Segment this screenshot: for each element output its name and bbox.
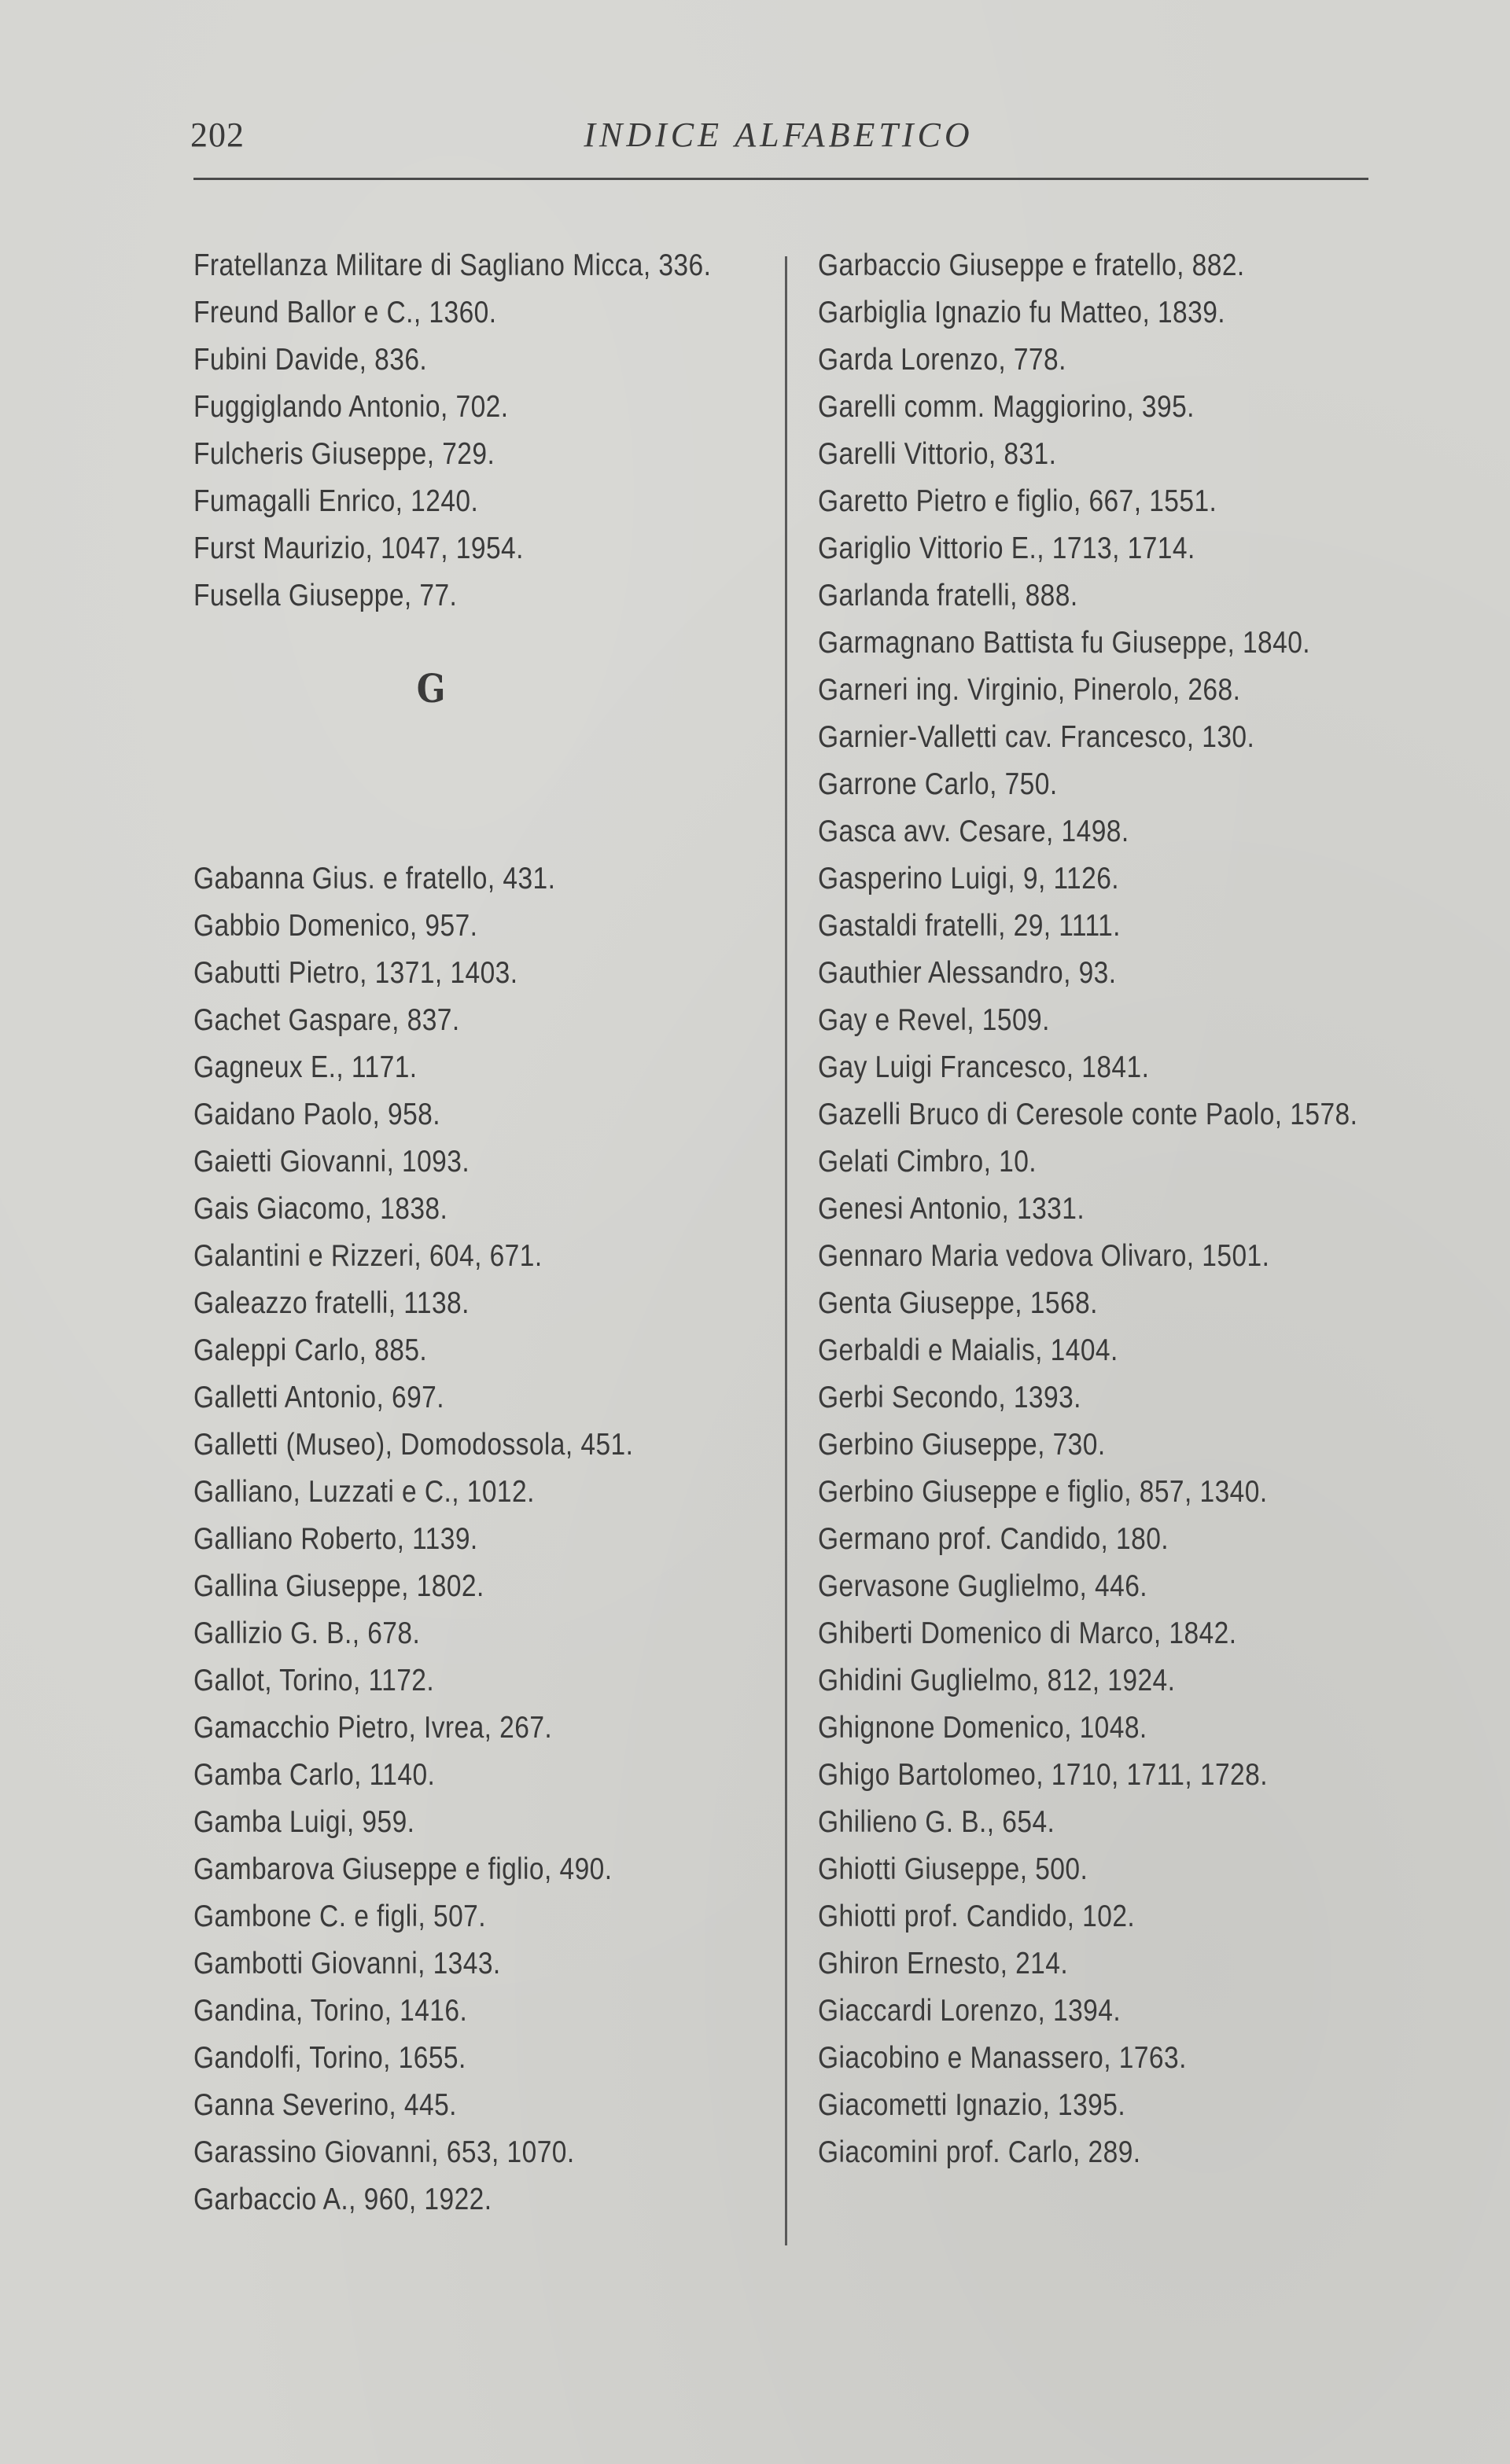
index-entry: Gasperino Luigi, 9, 1126.	[818, 862, 1120, 895]
index-entry: Ghidini Guglielmo, 812, 1924.	[818, 1664, 1176, 1697]
index-entry: Galliano Roberto, 1139.	[193, 1522, 478, 1556]
index-entry: Gallizio G. B., 678.	[193, 1616, 421, 1650]
index-entry: Gelati Cimbro, 10.	[818, 1145, 1037, 1179]
index-entry: Gay e Revel, 1509.	[818, 1003, 1050, 1037]
index-entry: Gariglio Vittorio E., 1713, 1714.	[818, 531, 1195, 565]
index-entry: Gambarova Giuseppe e figlio, 490.	[193, 1852, 613, 1886]
index-entry: Fusella Giuseppe, 77.	[193, 579, 458, 612]
index-entry: Giaccardi Lorenzo, 1394.	[818, 1994, 1121, 2028]
index-entry: Galeazzo fratelli, 1138.	[193, 1286, 470, 1320]
index-entry: Fubini Davide, 836.	[193, 343, 428, 377]
index-entry: Ghignone Domenico, 1048.	[818, 1711, 1147, 1745]
index-entry: Gamba Luigi, 959.	[193, 1805, 415, 1839]
index-entry: Gazelli Bruco di Ceresole conte Paolo, 1578.	[818, 1098, 1358, 1131]
index-entry: Ghiotti Giuseppe, 500.	[818, 1852, 1088, 1886]
index-entry: Ganna Severino, 445.	[193, 2088, 457, 2122]
index-entry: Garmagnano Battista fu Giuseppe, 1840.	[818, 626, 1311, 660]
section-heading	[193, 620, 757, 855]
index-column-left	[193, 242, 757, 2223]
entry-list-g	[193, 855, 757, 2223]
index-entry: Garetto Pietro e figlio, 667, 1551.	[818, 484, 1217, 518]
index-entry: Garnier-Valletti cav. Francesco, 130.	[818, 720, 1255, 754]
index-entry: Gerbino Giuseppe e figlio, 857, 1340.	[818, 1475, 1268, 1509]
index-entry: Fulcheris Giuseppe, 729.	[193, 437, 495, 471]
index-entry: Genta Giuseppe, 1568.	[818, 1286, 1098, 1320]
index-entry: Garda Lorenzo, 778.	[818, 343, 1066, 377]
index-entry: Genesi Antonio, 1331.	[818, 1192, 1085, 1226]
index-entry: Giacometti Ignazio, 1395.	[818, 2088, 1126, 2122]
index-entry: Ghiotti prof. Candido, 102.	[818, 1899, 1136, 1933]
index-entry: Gamacchio Pietro, Ivrea, 267.	[193, 1711, 553, 1745]
index-entry: Gervasone Guglielmo, 446.	[818, 1569, 1148, 1603]
index-entry: Gerbino Giuseppe, 730.	[818, 1428, 1106, 1462]
index-entry: Garrone Carlo, 750.	[818, 767, 1058, 801]
index-entry: Ghilieno G. B., 654.	[818, 1805, 1055, 1839]
index-entry: Galantini e Rizzeri, 604, 671.	[193, 1239, 543, 1273]
index-entry: Gambone C. e figli, 507.	[193, 1899, 487, 1933]
index-entry: Gais Giacomo, 1838.	[193, 1192, 448, 1226]
index-entry: Ghigo Bartolomeo, 1710, 1711, 1728.	[818, 1758, 1268, 1792]
index-entry: Gabbio Domenico, 957.	[193, 909, 478, 943]
header-rule	[193, 178, 1368, 180]
index-entry: Germano prof. Candido, 180.	[818, 1522, 1169, 1556]
index-entry: Gamba Carlo, 1140.	[193, 1758, 436, 1792]
index-entry: Gagneux E., 1171.	[193, 1050, 418, 1084]
index-entry: Gallot, Torino, 1172.	[193, 1664, 435, 1697]
index-entry: Gerbi Secondo, 1393.	[818, 1381, 1081, 1414]
index-entry: Ghiron Ernesto, 214.	[818, 1947, 1069, 1980]
page-number: 202	[190, 116, 245, 154]
index-entry: Galletti Antonio, 697.	[193, 1381, 444, 1414]
column-divider	[785, 256, 787, 2245]
index-entry: Garlanda fratelli, 888.	[818, 579, 1078, 612]
index-entry: Gambotti Giovanni, 1343.	[193, 1947, 501, 1980]
index-entry: Galeppi Carlo, 885.	[193, 1333, 428, 1367]
index-entry: Garelli Vittorio, 831.	[818, 437, 1057, 471]
index-entry: Gabanna Gius. e fratello, 431.	[193, 862, 556, 895]
index-entry: Garbiglia Ignazio fu Matteo, 1839.	[818, 296, 1226, 329]
index-entry: Garelli comm. Maggiorino, 395.	[818, 390, 1195, 424]
entry-list-f	[193, 242, 757, 620]
index-entry: Galliano, Luzzati e C., 1012.	[193, 1475, 535, 1509]
index-entry: Fumagalli Enrico, 1240.	[193, 484, 479, 518]
index-entry: Gauthier Alessandro, 93.	[818, 956, 1117, 990]
index-entry: Ghiberti Domenico di Marco, 1842.	[818, 1616, 1237, 1650]
index-entry: Freund Ballor e C., 1360.	[193, 296, 497, 329]
running-title: INDICE ALFABETICO	[584, 116, 974, 154]
index-entry: Fuggiglando Antonio, 702.	[193, 390, 509, 424]
index-entry: Garbaccio Giuseppe e fratello, 882.	[818, 248, 1245, 282]
index-entry: Furst Maurizio, 1047, 1954.	[193, 531, 524, 565]
index-entry: Garbaccio A., 960, 1922.	[193, 2183, 492, 2216]
index-entry: Gasca avv. Cesare, 1498.	[818, 815, 1129, 848]
index-entry: Gennaro Maria vedova Olivaro, 1501.	[818, 1239, 1270, 1273]
index-entry: Gastaldi fratelli, 29, 1111.	[818, 909, 1121, 943]
index-entry: Garassino Giovanni, 653, 1070.	[193, 2135, 575, 2169]
index-entry: Fratellanza Militare di Sagliano Micca, 336.	[193, 248, 712, 282]
index-entry: Galletti (Museo), Domodossola, 451.	[193, 1428, 634, 1462]
index-entry: Gandolfi, Torino, 1655.	[193, 2041, 466, 2075]
index-entry: Gallina Giuseppe, 1802.	[193, 1569, 484, 1603]
index-entry: Gabutti Pietro, 1371, 1403.	[193, 956, 518, 990]
index-entry: Gay Luigi Francesco, 1841.	[818, 1050, 1150, 1084]
index-entry: Gerbaldi e Maialis, 1404.	[818, 1333, 1118, 1367]
index-entry: Garneri ing. Virginio, Pinerolo, 268.	[818, 673, 1241, 707]
index-entry: Giacomini prof. Carlo, 289.	[818, 2135, 1141, 2169]
section-letter-g: G	[416, 665, 446, 712]
index-entry: Gaietti Giovanni, 1093.	[193, 1145, 470, 1179]
index-column-right	[818, 242, 1382, 2176]
index-entry: Giacobino e Manassero, 1763.	[818, 2041, 1187, 2075]
index-entry: Gaidano Paolo, 958.	[193, 1098, 440, 1131]
index-entry: Gandina, Torino, 1416.	[193, 1994, 468, 2028]
index-entry: Gachet Gaspare, 837.	[193, 1003, 460, 1037]
